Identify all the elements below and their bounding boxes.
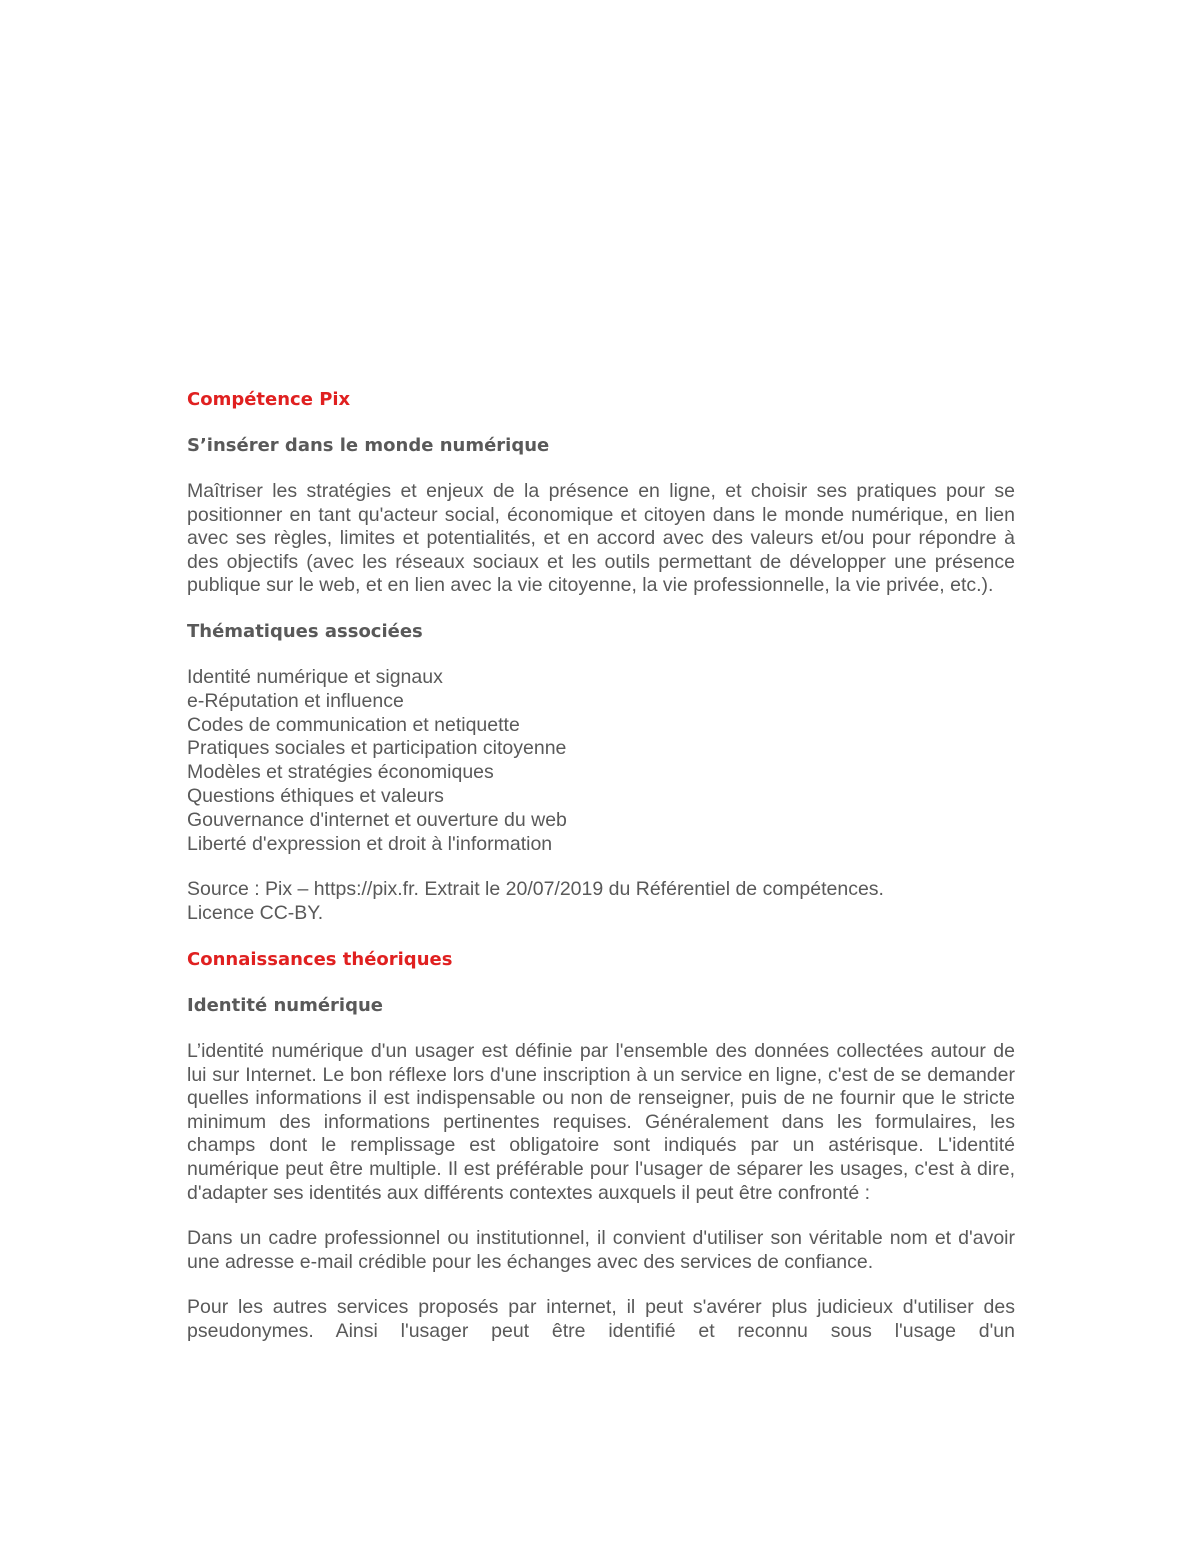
identite-subheading: Identité numérique xyxy=(187,994,384,1016)
identite-paragraph-2: Dans un cadre professionnel ou institutionnel, il convient d'utiliser son véritable nom et d'avoir une adresse e-mail crédible pour les échanges avec des services de confiance. xyxy=(187,1227,1015,1273)
source-line: Source : Pix – https://pix.fr. Extrait le 20/07/2019 du Référentiel de compétences. xyxy=(187,878,884,901)
list-item: Gouvernance d'internet et ouverture du web xyxy=(187,808,567,831)
document-page xyxy=(187,388,1015,1343)
identite-paragraph-1: L’identité numérique d'un usager est définie par l'ensemble des données collectées autour de lui sur Internet. Le bon réflexe lors d'une inscription à un service en ligne, c'est de se demander quelles informations il est indispensable ou non de renseigner, puis de ne fournir que le stricte minimum des informations pertinentes requises. Généralement dans les formulaires, les champs dont le remplissage est obligatoire sont indiqués par un astérisque. L'identité numérique peut être multiple. Il est préférable pour l'usager de séparer les usages, c'est à dire, d'adapter ses identités aux différents contextes auxquels il peut être confronté : xyxy=(187,1039,1015,1204)
competence-description: Maîtriser les stratégies et enjeux de la présence en ligne, et choisir ses pratiques pour se positionner en tant qu'acteur social, économique et citoyen dans le monde numérique, en lien avec ses règles, limites et potentialités, et en accord avec des valeurs et/ou pour répondre à des objectifs (avec les réseaux sociaux et les outils permettant de développer une présence publique sur le web, et en lien avec la vie citoyenne, la vie professionnelle, la vie privée, etc.). xyxy=(187,480,1015,597)
thematiques-heading: Thématiques associées xyxy=(187,620,423,642)
thematiques-list xyxy=(187,666,1015,856)
competence-heading: Compétence Pix xyxy=(187,389,351,410)
list-item: Liberté d'expression et droit à l'information xyxy=(187,832,553,855)
list-item: Codes de communication et netiquette xyxy=(187,713,520,736)
connaissances-heading: Connaissances théoriques xyxy=(187,948,453,970)
list-item: Pratiques sociales et participation citoyenne xyxy=(187,737,567,760)
list-item: Questions éthiques et valeurs xyxy=(187,784,444,807)
license-line: Licence CC-BY. xyxy=(187,902,324,925)
list-item: Identité numérique et signaux xyxy=(187,665,443,688)
identite-paragraph-3: Pour les autres services proposés par internet, il peut s'avérer plus judicieux d'utiliser des pseudonymes. Ainsi l'usager peut être identifié et reconnu sous l'usage d'un xyxy=(187,1296,1015,1342)
list-item: Modèles et stratégies économiques xyxy=(187,761,494,784)
list-item: e-Réputation et influence xyxy=(187,689,404,712)
competence-title: S’insérer dans le monde numérique xyxy=(187,435,550,456)
